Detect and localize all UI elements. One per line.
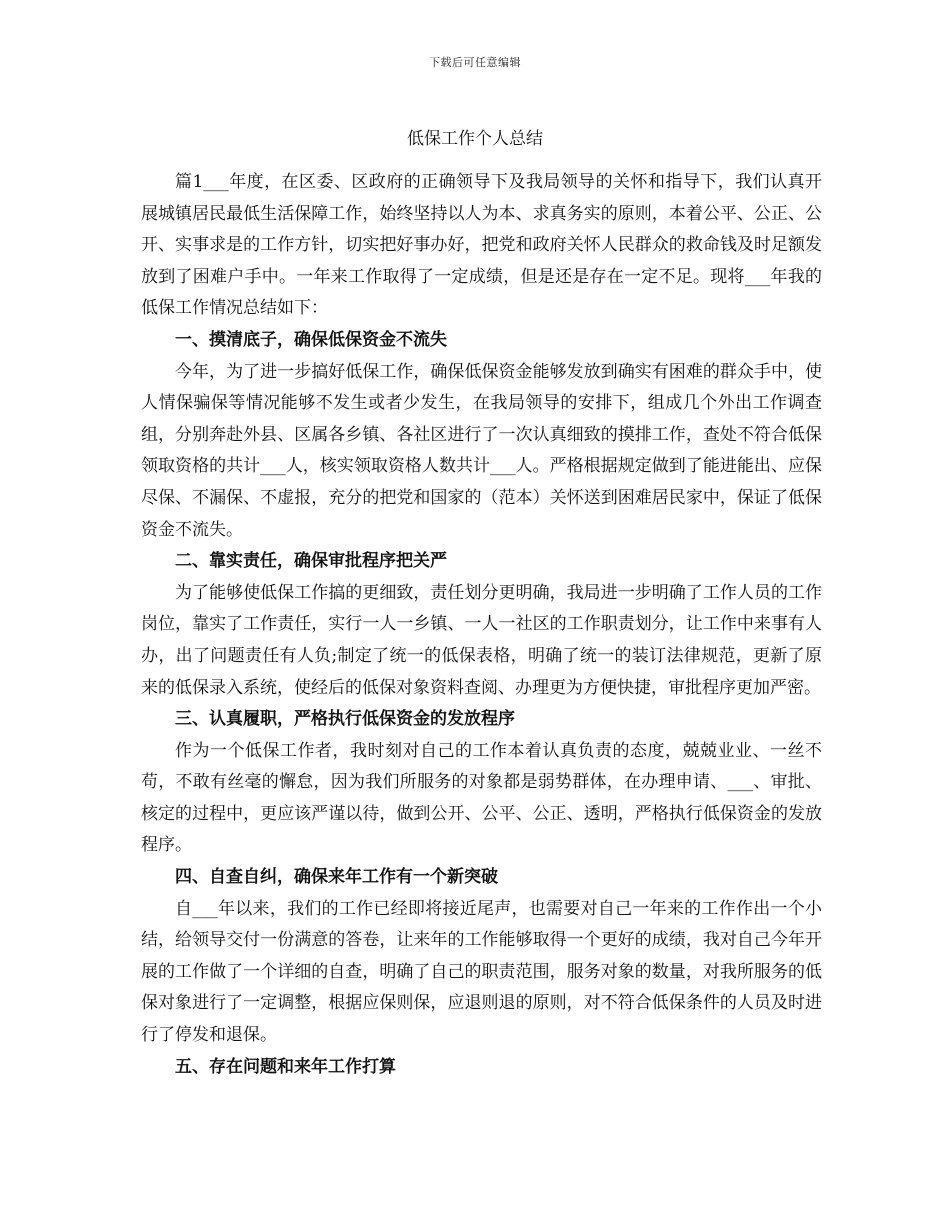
intro-paragraph: 篇1___年度，在区委、区政府的正确领导下及我局领导的关怀和指导下，我们认真开展城镇居民最低生活保障工作，始终坚持以人为本、求真务实的原则，本着公平、公正、公开、实事求是的工作方针，切实把好事办好，把党和政府关怀人民群众的救命钱及时足额发放到了困难户手中。一年来工作取得了一定成绩，但是还是存在一定不足。现将___年我的低保工作情况总结如下： [141,172,822,319]
section-body-3: 作为一个低保工作者，我时刻对自己的工作本着认真负责的态度，兢兢业业、一丝不苟，不敢有丝毫的懈怠，因为我们所服务的对象都是弱势群体，在办理申请、___、审批、核定的过程中，更应该严谨以待，做到公开、公平、公正、透明，严格执行低保资金的发放程序。 [141,740,822,856]
section-heading-4: 四、自查自纠，确保来年工作有一个新突破 [175,867,498,888]
section-body-1: 今年，为了进一步搞好低保工作，确保低保资金能够发放到确实有困难的群众手中，使人情保骗保等情况能够不发生或者少发生，在我局领导的安排下，组成几个外出工作调查组，分别奔赴外县、区属各乡镇、各社区进行了一次认真细致的摸排工作，查处不符合低保领取资格的共计___人，核实领取资格人数共计___人。严格根据规定做到了能进能出、应保尽保、不漏保、不虚报，充分的把党和国家的（范本）关怀送到困难居民家中，保证了低保资金不流失。 [141,361,822,540]
section-heading-1: 一、摸清底子，确保低保资金不流失 [175,329,447,350]
document-title: 低保工作个人总结 [407,129,543,149]
document-body [141,167,822,1083]
section-body-4: 自___年以来，我们的工作已经即将接近尾声，也需要对自己一年来的工作作出一个小结，给领导交付一份满意的答卷，让来年的工作能够取得一个更好的成绩，我对自己今年开展的工作做了一个详细的自查，明确了自己的职责范围，服务对象的数量，对我所服务的低保对象进行了一定调整，根据应保则保，应退则退的原则，对不符合低保条件的人员及时进行了停发和退保。 [141,898,822,1046]
header-note: 下载后可任意编辑 [429,56,521,69]
section-body-2: 为了能够使低保工作搞的更细致，责任划分更明确，我局进一步明确了工作人员的工作岗位，靠实了工作责任，实行一人一乡镇、一人一社区的工作职责划分，让工作中来事有人办，出了问题责任有人负;制定了统一的低保表格，明确了统一的装订法律规范，更新了原来的低保录入系统，使经后的低保对象资料查阅、办理更为方便快捷，审批程序更加严密。 [141,582,822,698]
section-heading-2: 二、靠实责任，确保审批程序把关严 [175,551,447,572]
section-heading-3: 三、认真履职，严格执行低保资金的发放程序 [175,709,515,730]
section-heading-5: 五、存在问题和来年工作打算 [175,1056,396,1077]
